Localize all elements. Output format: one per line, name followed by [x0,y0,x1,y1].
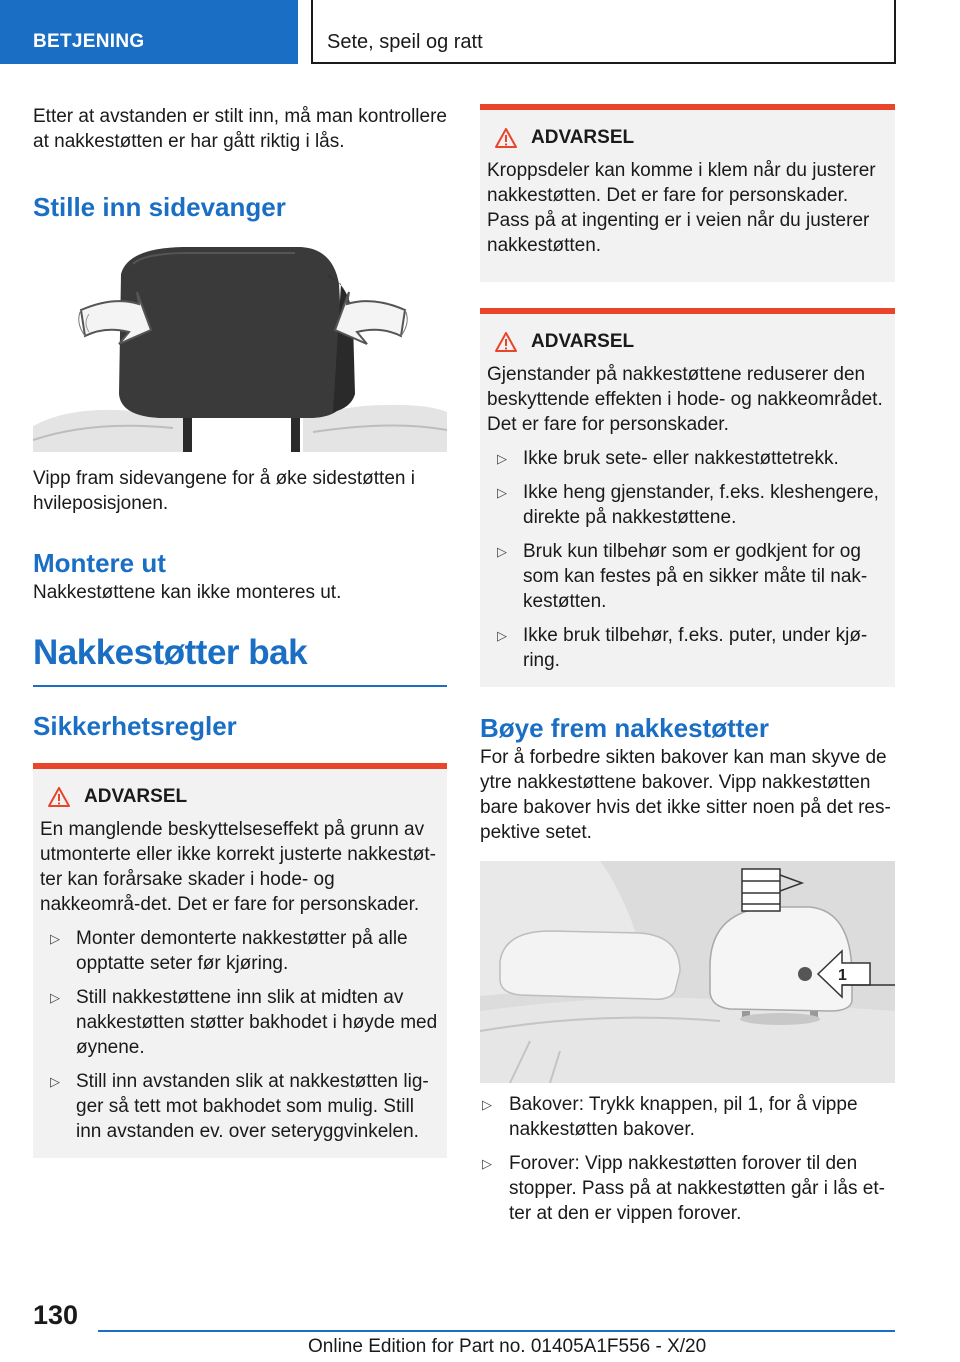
bullet-triangle-icon: ▷ [482,1156,492,1171]
section-title: BETJENING [33,31,145,52]
bullet-triangle-icon: ▷ [50,931,60,946]
list-item: ▷ Bruk kun tilbehør som er godkjent for og som kan festes på en sikker måte til nak-kestøtten. [487,539,887,614]
subsection-tab [311,0,896,64]
heading-nakkestotter-bak: Nakkestøtter bak [33,633,308,672]
warning-title: ADVARSEL [487,126,887,150]
intro-paragraph: Etter at avstanden er stilt inn, må man kontrollere at nakkestøtten er har gått riktig i lås. [33,106,447,152]
footer-rule [98,1330,895,1332]
bullet-triangle-icon: ▷ [497,544,507,559]
bullet-triangle-icon: ▷ [50,1074,60,1089]
warning-list [40,926,439,1144]
heading-sikkerhetsregler: Sikkerhetsregler [33,711,237,741]
warning-icon [48,787,70,807]
heading-rule [33,685,447,687]
warning-list [487,446,887,673]
list-item: ▷ Bakover: Trykk knappen, pil 1, for å vippe nakkestøtten bakover. [482,1094,858,1140]
list-item: ▷ Still nakkestøttene inn slik at midten av nakkestøtten støtter bakhodet i høyde med øynene. [40,985,439,1060]
warning-text: Gjenstander på nakkestøttene reduserer den beskyttende effekten i hode- og nakkeområdet. Det er fare for personskader. [487,364,883,435]
footer-edition: Online Edition for Part no. 01405A1F556 - X/20 [308,1336,707,1357]
rear-headrest-illustration [480,861,895,1083]
section-tab [0,0,298,64]
bullet-triangle-icon: ▷ [497,628,507,643]
warning-text: En manglende beskyttelseseffekt på grunn av utmonterte eller ikke korrekt justerte nakkestøt-ter kan forårsake skader i hode- og nakkeområ-det. Det er fare for personskader. [40,819,436,915]
sidevanger-paragraph: Vipp fram sidevangene for å øke sidestøtten i hvileposisjonen. [33,468,415,514]
bullet-triangle-icon: ▷ [497,451,507,466]
montere-paragraph: Nakkestøttene kan ikke monteres ut. [33,582,342,603]
right-column [480,104,895,1226]
page-number: 130 [33,1300,79,1330]
warning-text: Kroppsdeler kan komme i klem når du justerer nakkestøtten. Det er fare for personskader. Pass på at ingenting er i veien når du justerer nakkestøtten. [487,160,876,256]
warning-box-objects [480,308,895,687]
bullet-triangle-icon: ▷ [50,990,60,1005]
heading-boye-frem: Bøye frem nakkestøtter [480,713,769,743]
heading-sidevanger: Stille inn sidevanger [33,192,286,222]
warning-icon [495,128,517,148]
bullet-triangle-icon: ▷ [497,485,507,500]
warning-icon [495,332,517,352]
list-item: ▷ Ikke bruk sete- eller nakkestøttetrekk. [487,446,887,471]
list-item: ▷ Still inn avstanden slik at nakkestøtten lig-ger så tett mot bakhodet som mulig. Still inn avstanden ev. over seteryggvinkelen. [40,1069,439,1144]
list-item: ▷ Ikke heng gjenstander, f.eks. kleshengere, direkte på nakkestøttene. [487,480,887,530]
subsection-title: Sete, speil og ratt [327,31,483,53]
warning-title: ADVARSEL [487,330,887,354]
boye-paragraph: For å forbedre sikten bakover kan man skyve de ytre nakkestøttene bakover. Vipp nakkestøtten bare bakover hvis det ikke sitter noen på det res-pektive setet. [480,747,891,843]
warning-title: ADVARSEL [40,785,439,809]
list-item: ▷ Ikke bruk tilbehør, f.eks. puter, under kjø-ring. [487,623,887,673]
list-item: ▷ Monter demonterte nakkestøtter på alle opptatte seter før kjøring. [40,926,439,976]
bullet-triangle-icon: ▷ [482,1097,492,1112]
tilt-list [480,1092,895,1226]
warning-box-clamp [480,104,895,282]
callout-1: 1 [838,967,847,984]
left-column [33,104,447,1158]
heading-montere: Montere ut [33,548,166,578]
headrest-side-wings-illustration [33,244,447,452]
warning-box [33,763,447,1158]
list-item: ▷ Forover: Vipp nakkestøtten forover til den stopper. Pass på at nakkestøtten går i lås et-ter at den er vippen forover. [482,1153,885,1224]
